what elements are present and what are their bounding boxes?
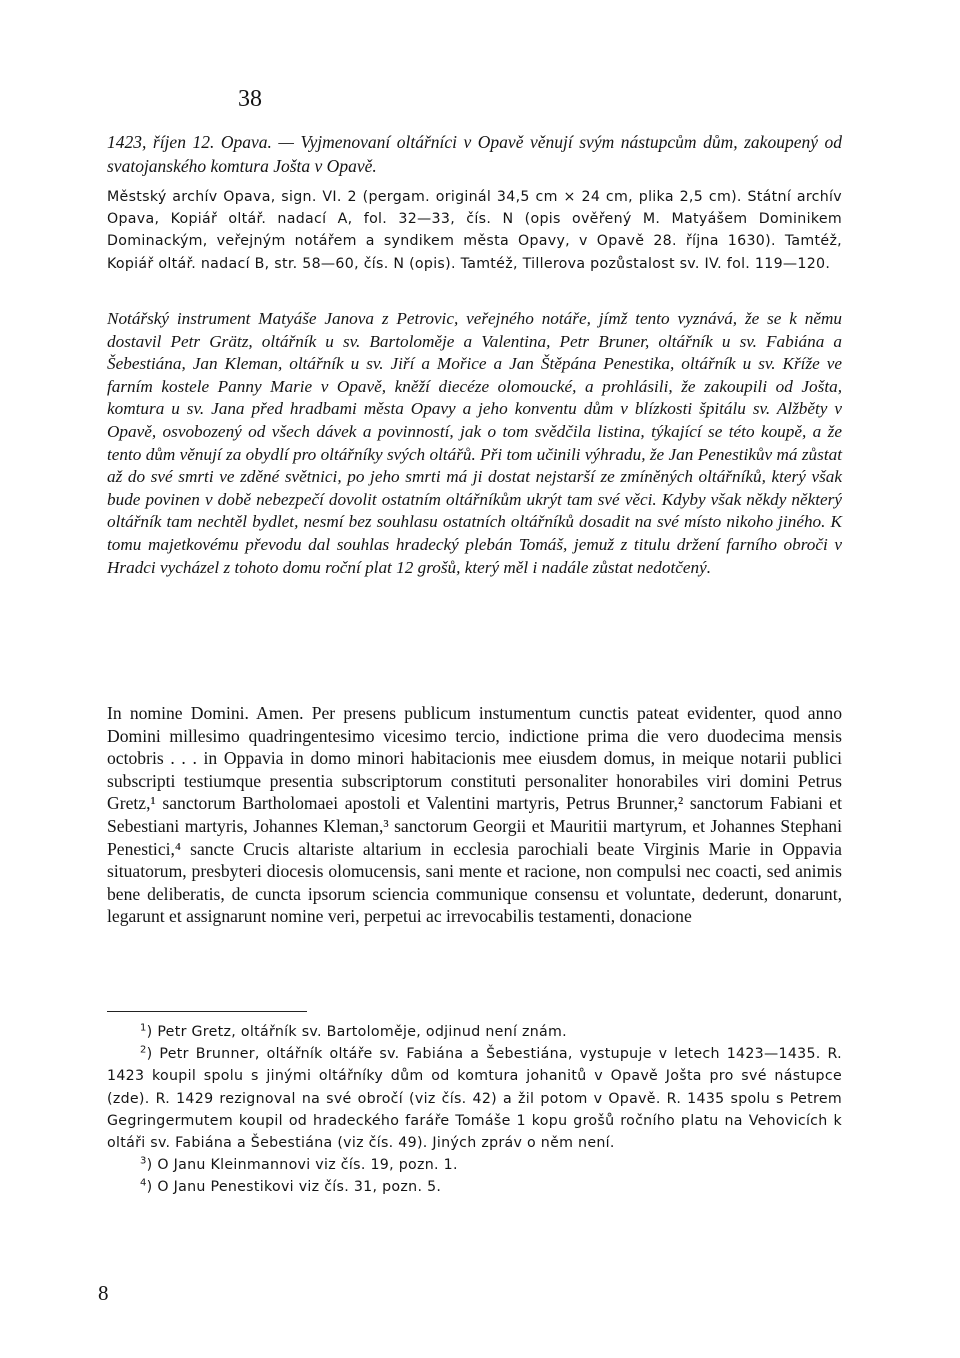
- footnote-marker: 2: [140, 1044, 147, 1056]
- footnote-text: Petr Brunner, oltářník oltáře sv. Fabiána a Šebestiána, vystupuje v letech 1423—1435. R. 1423 koupil spolu s jinými oltářníky dům od komtura johanitů v Opavě Jošta pro své nástupce (zde). R. 1429 rezignoval na své obročí (viz čís. 42) a žil potom v Opavě. R. 1435 spolu s Petrem Gegringermutem koupil od hradeckého faráře Tomáše 1 kopu grošů ročního platu na Vehovicích k oltáři sv. Fabiána a Šebestiána (viz čís. 49). Jiných zpráv o něm není.: [107, 1046, 842, 1152]
- footnote-marker: 3: [140, 1155, 147, 1167]
- czech-summary: Notářský instrument Matyáše Janova z Petrovic, veřejného notáře, jímž tento vyznává, že se k němu dostavil Petr Grätz, oltářník u sv. Bartoloměje a Valentina, Petr Bruner, oltářník u sv. Fabiána a Šebestiána, Jan Kleman, oltářník u sv. Jiří a Mořice a Jan Štěpána Penestika, oltářník u sv. Kříže ve farním kostele Panny Marie v Opavě, kněží diecéze olomoucké, a prohlásili, že zakoupili od Jošta, komtura u sv. Jana před hradbami města Opavy a jeho konventu dům v blízkosti špitálu sv. Alžběty v Opavě, osvobozený od všech dávek a povinností, jak o tom svědčila listina, týkající se této koupě, a že tento dům věnují za obydlí pro oltářníky svých oltářů. Při tom učinili výhradu, že Jan Penestikův má zůstat až do své smrti ve zděné světnici, po jeho smrti má ji dostat nejstarší ze zmíněných oltářníků, který však bude povinen v době nebezpečí dovolit ostatním oltářníkům ukrýt tam své věci. Kdyby však někdy některý oltářník tam nechtěl bydlet, nesmí bez souhlasu ostatních oltářníků dosadit na své místo nikoho jiného. K tomu majetkovému převodu dal souhlas hradecký plebán Tomáš, jemuž z titulu držení farního obroči v Hradci vycházel z tohoto domu roční plat 12 grošů, který měl i nadále zůstat nedotčený.: [107, 309, 842, 577]
- footnote: $^2$) Petr Brunner, oltářník oltáře sv. Fabiána a Šebestiána, vystupuje v letech 1423—1435. R. 1423 koupil spolu s jinými oltářníky dům od komtura johanitů v Opavě Jošta pro své nástupce (zde). R. 1429 rezignoval na své obročí (viz čís. 42) a žil potom v Opavě. R. 1435 spolu s Petrem Gegringermutem koupil od hradeckého faráře Tomáše 1 kopu grošů ročního platu na Vehovicích k oltáři sv. Fabiána a Šebestiána (viz čís. 49). Jiných zpráv o něm není.: [107, 1044, 842, 1152]
- document-heading: 1423, říjen 12. Opava. — Vyjmenovaní oltářníci v Opavě věnují svým nástupcům dům, zakoupený od svatojanského komtura Jošta v Opavě.: [107, 132, 842, 176]
- footnote-text: O Janu Kleinmannovi viz čís. 19, pozn. 1.: [157, 1157, 458, 1174]
- footnote-marker: 4: [140, 1177, 147, 1189]
- footnote-text: Petr Gretz, oltářník sv. Bartoloměje, odjinud není znám.: [157, 1024, 567, 1040]
- footnotes: [107, 1021, 842, 1199]
- footnote-text: O Janu Penestikovi viz čís. 31, pozn. 5.: [157, 1179, 442, 1196]
- sheet-signature-number: 8: [98, 1281, 109, 1305]
- footnote: $^1$) Petr Gretz, oltářník sv. Bartoloměje, odjinud není znám.: [140, 1022, 567, 1040]
- footnote: $^3$) O Janu Kleinmannovi viz čís. 19, pozn. 1.: [140, 1155, 458, 1174]
- archive-source-note: Městský archív Opava, sign. VI. 2 (pergam. originál 34,5 cm × 24 cm, plika 2,5 cm). Státní archív Opava, Kopiář oltář. nadací A, fol. 32—33, čís. N (opis ověřený M. Matyášem Dominikem Dominackým, veřejným notářem a syndikem města Opavy, v Opavě 28. října 1630). Tamtéž, Kopiář oltář. nadací B, str. 58—60, čís. N (opis). Tamtéž, Tillerova pozůstalost sv. IV. fol. 119—120.: [107, 189, 842, 272]
- footnote: $^4$) O Janu Penestikovi viz čís. 31, pozn. 5.: [140, 1177, 442, 1196]
- latin-charter-text: In nomine Domini. Amen. Per presens publicum instumentum cunctis pateat evidenter, quod anno Domini millesimo quadringentesimo vicesimo tercio, indictione prima die vero duodecima mensis octobris . . . in Oppavia in domo minori habitacionis mee eiusdem domus, in meique notarii publici subscripti testiumque presentia subscriptorum constituti personaliter honorabiles viri domini Petrus Gretz,¹ sanctorum Bartholomaei apostoli et Valentini martyris, Petrus Brunner,² sanctorum Fabiani et Sebestiani martyris, Johannes Kleman,³ sanctorum Georgii et Mauritii martyrum, et Johannes Stephani Penestici,⁴ sancte Crucis altariste altarium in ecclesia parochiali beate Virginis Marie in Oppavia situatorum, presbyteri diocesis olomucensis, sani mente et racione, non compulsi nec coacti, sed animis bene deliberatis, de cuncta ipsorum sciencia communique consensu et voluntate, dederunt, donarunt, legarunt et assignarunt nomine veri, perpetui ac irrevocabilis testamenti, donacione: [107, 703, 842, 927]
- page-number: 38: [238, 86, 262, 112]
- footnote-separator: [107, 1011, 307, 1012]
- footnote-marker: 1: [140, 1022, 147, 1034]
